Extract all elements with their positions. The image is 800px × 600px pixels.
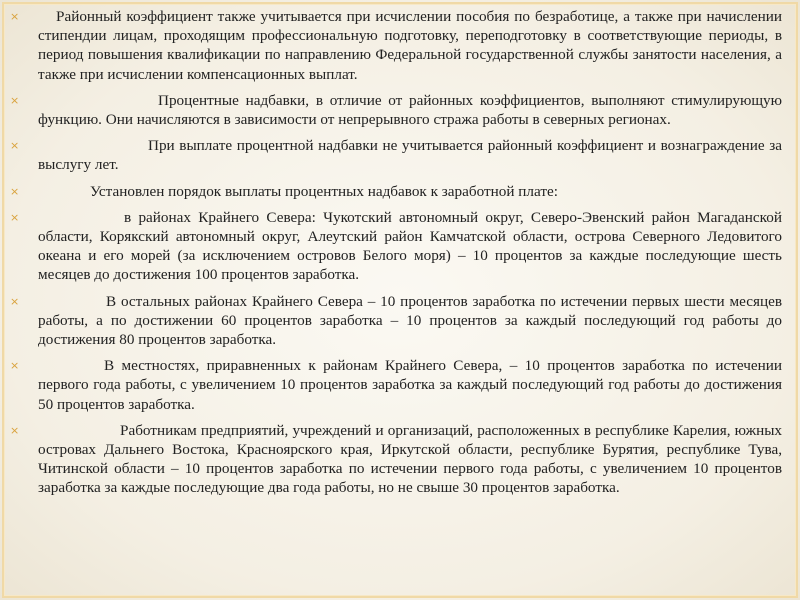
bullet-paragraph	[10, 208, 782, 285]
x-bullet-icon: ×	[10, 210, 20, 224]
x-bullet-icon: ×	[10, 10, 20, 23]
bullet-paragraph	[10, 136, 782, 174]
x-bullet-icon: ×	[10, 93, 20, 107]
bullet-paragraph	[10, 292, 782, 350]
paragraph-text: Процентные надбавки, в отличие от районных коэффициентов, выполняют стимулирующую функцию. Они начисляются в зависимости от непрерывного стража работы в северных регионах.	[38, 91, 782, 129]
paragraph-text: Работникам предприятий, учреждений и организаций, расположенных в республике Карелия, южных островах Дальнего Востока, Красноярского края, Иркутской области, республике Бурятия, республике Тува, Читинской области – 10 процентов заработка по истечении первого года работы, с увеличением 10 процентов заработка за каждые последующие два года работы, но не свыше 30 процентов заработка.	[38, 421, 782, 497]
paragraph-text: В остальных районах Крайнего Севера – 10 процентов заработка по истечении первых шести месяцев работы, а по достижении 60 процентов заработка – 10 процентов за каждый последующий год работы до достижения 80 процентов заработка.	[38, 292, 782, 349]
x-bullet-icon: ×	[10, 294, 20, 308]
bullet-paragraph	[10, 91, 782, 129]
paragraph-text: Установлен порядок выплаты процентных надбавок к заработной плате:	[90, 182, 558, 200]
paragraph-text: в районах Крайнего Севера: Чукотский автономный округ, Северо-Эвенский район Магаданской области, Корякский автономный округ, Алеутский район Камчатской области, острова Северного Ледовитого океана и его морей (за исключением островов Белого моря) – 10 процентов за каждые последующие шесть месяцев до достижения 100 процентов заработка.	[38, 208, 782, 284]
x-bullet-icon: ×	[10, 139, 20, 153]
slide-content	[10, 7, 782, 505]
paragraph-text: При выплате процентной надбавки не учитывается районный коэффициент и вознаграждение за выслугу лет.	[38, 137, 782, 174]
x-bullet-icon: ×	[10, 184, 20, 198]
bullet-paragraph	[10, 7, 782, 84]
bullet-paragraph	[10, 182, 782, 201]
x-bullet-icon: ×	[10, 359, 20, 373]
x-bullet-icon: ×	[10, 423, 20, 437]
paragraph-text: Районный коэффициент также учитывается при исчислении пособия по безработице, а также при начислении стипендии лицам, проходящим профессиональную подготовку, переподготовку в соответствующие периоды, в период повышения квалификации по направлению Федеральной государственной службы занятости населения, а также при исчислении компенсационных выплат.	[38, 8, 782, 83]
bullet-paragraph	[10, 421, 782, 498]
bullet-paragraph	[10, 356, 782, 414]
paragraph-text: В местностях, приравненных к районам Крайнего Севера, – 10 процентов заработка по истечении первого года работы, с увеличением 10 процентов заработка за каждый последующий год работы до достижения 50 процентов заработка.	[38, 357, 782, 413]
